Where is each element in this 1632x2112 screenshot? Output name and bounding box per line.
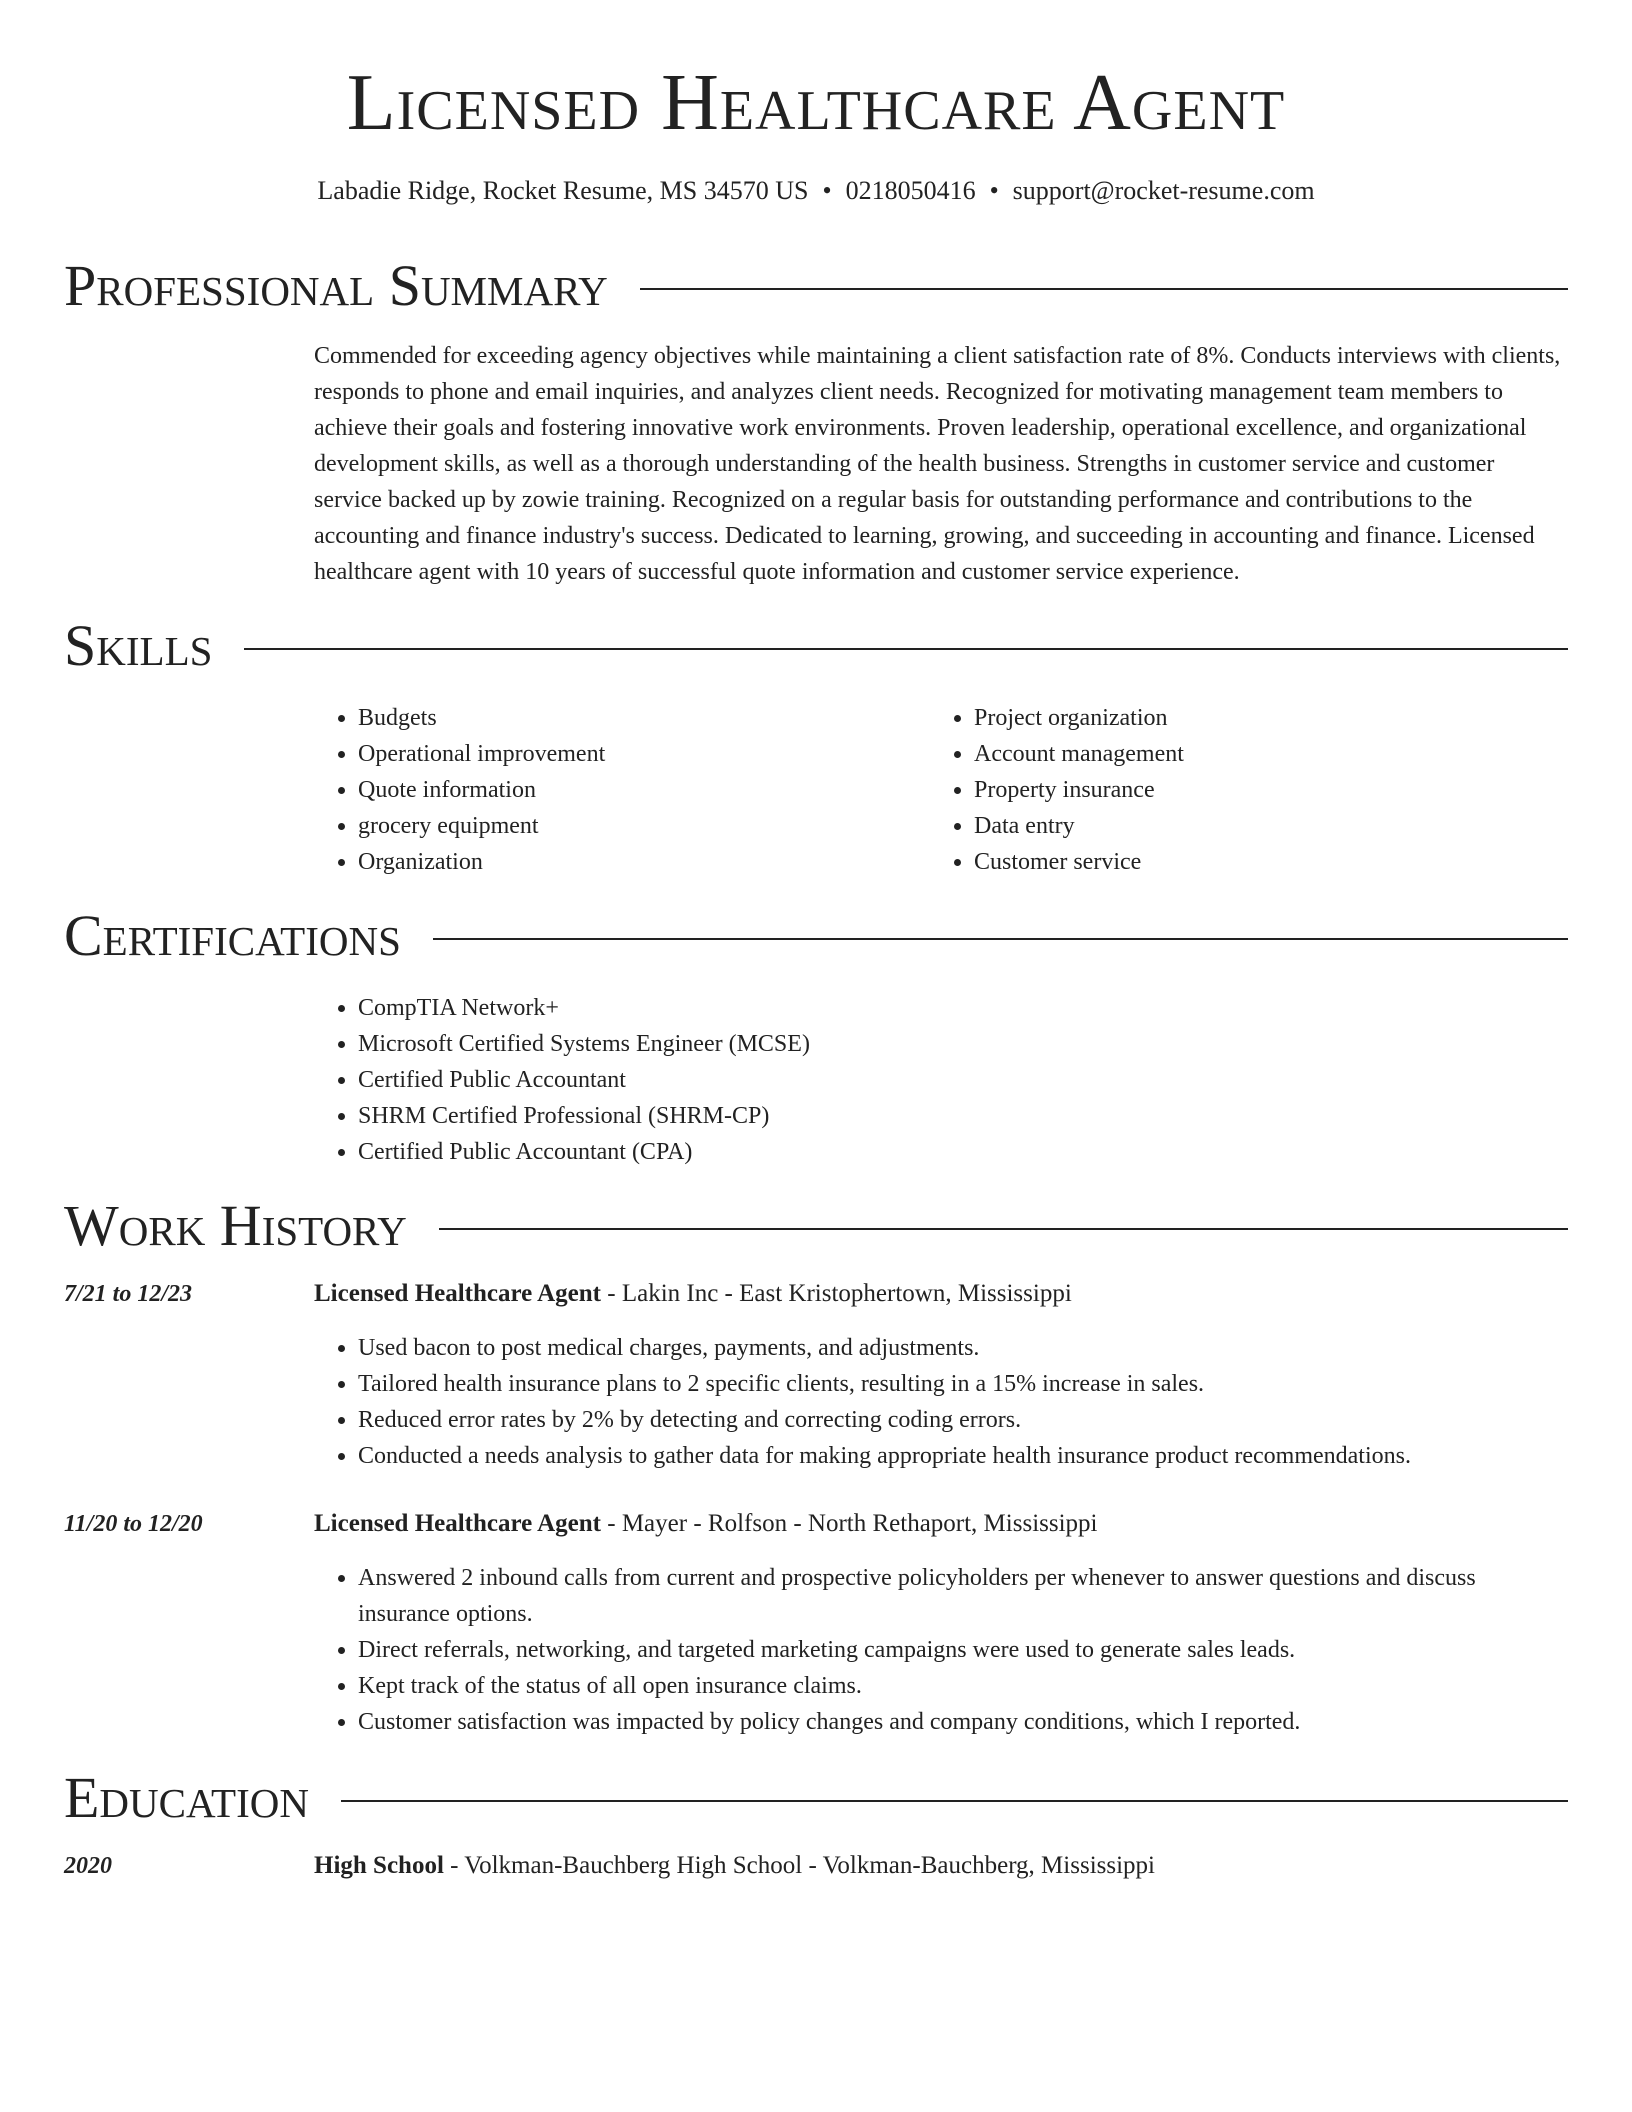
skills-column-right: [930, 700, 1490, 880]
section-divider: [439, 1228, 1568, 1230]
contact-separator: •: [989, 176, 999, 205]
education-degree: High School: [314, 1852, 444, 1879]
job-bullet: • Reduced error rates by 2% by detecting and correcting coding errors.: [358, 1402, 1568, 1438]
skills-column-left: [314, 700, 874, 880]
job-company-location: - Lakin Inc - East Kristophertown, Mississippi: [601, 1280, 1072, 1307]
contact-address: Labadie Ridge, Rocket Resume, MS 34570 US: [317, 176, 809, 205]
section-divider: [433, 938, 1568, 940]
skill-item: • Customer service: [974, 844, 1490, 880]
job-bullets: [314, 1330, 1568, 1474]
skill-item: • Account management: [974, 736, 1490, 772]
job-title-line: [314, 1506, 1097, 1542]
job-role: Licensed Healthcare Agent: [314, 1510, 601, 1537]
contact-email: support@rocket-resume.com: [1012, 176, 1315, 205]
education-line: [314, 1848, 1155, 1884]
education-section-header: [64, 1766, 1568, 1830]
work-heading: Work History: [64, 1193, 407, 1258]
skill-item: • Project organization: [974, 700, 1490, 736]
certification-item: • Microsoft Certified Systems Engineer (MCSE): [358, 1026, 1314, 1062]
job-bullet: • Answered 2 inbound calls from current and prospective policyholders per whenever to answer questions and discuss insurance options.: [358, 1560, 1568, 1632]
contact-line: [0, 176, 1632, 206]
skill-item: • Organization: [358, 844, 874, 880]
skill-item: • Data entry: [974, 808, 1490, 844]
certifications-heading: Certifications: [64, 903, 401, 968]
certification-item: • Certified Public Accountant: [358, 1062, 1314, 1098]
candidate-name: Licensed Healthcare Agent: [346, 59, 1286, 147]
certifications-list: [314, 990, 1314, 1170]
certification-item: • Certified Public Accountant (CPA): [358, 1134, 1314, 1170]
job-dates: 11/20 to 12/20: [64, 1511, 203, 1537]
job-bullet: • Conducted a needs analysis to gather data for making appropriate health insurance product recommendations.: [358, 1438, 1568, 1474]
job-bullet: • Kept track of the status of all open insurance claims.: [358, 1668, 1568, 1704]
skill-item: • Property insurance: [974, 772, 1490, 808]
section-divider: [640, 288, 1568, 290]
education-school-location: - Volkman-Bauchberg High School - Volkman-Bauchberg, Mississippi: [443, 1852, 1155, 1879]
job-bullet: • Tailored health insurance plans to 2 specific clients, resulting in a 15% increase in sales.: [358, 1366, 1568, 1402]
skill-item: • Quote information: [358, 772, 874, 808]
summary-text: Commended for exceeding agency objectives while maintaining a client satisfaction rate of 8%. Conducts interviews with clients, responds to phone and email inquiries, and analyzes client needs. Recognized for motivating management team members to achieve their goals and fostering innovative work environments. Proven leadership, operational excellence, and organizational development skills, as well as a thorough understanding of the health business. Strengths in customer service and customer service backed up by zowie training. Recognized on a regular basis for outstanding performance and contributions to the accounting and finance industry's success. Dedicated to learning, growing, and succeeding in accounting and finance. Licensed healthcare agent with 10 years of successful quote information and customer service experience.: [314, 343, 1561, 585]
certification-item: • SHRM Certified Professional (SHRM-CP): [358, 1098, 1314, 1134]
job-title-line: [314, 1276, 1072, 1312]
skill-item: • Operational improvement: [358, 736, 874, 772]
certification-item: • CompTIA Network+: [358, 990, 1314, 1026]
job-role: Licensed Healthcare Agent: [314, 1280, 601, 1307]
work-section-header: [64, 1194, 1568, 1258]
contact-separator: •: [822, 176, 832, 205]
job-bullet: • Direct referrals, networking, and targeted marketing campaigns were used to generate sales leads.: [358, 1632, 1568, 1668]
job-bullet: • Used bacon to post medical charges, payments, and adjustments.: [358, 1330, 1568, 1366]
contact-phone: 0218050416: [845, 176, 976, 205]
job-bullets: [314, 1560, 1568, 1740]
skill-item: • Budgets: [358, 700, 874, 736]
education-heading: Education: [64, 1765, 309, 1830]
summary-heading: Professional Summary: [64, 253, 608, 318]
skills-section-header: [64, 614, 1568, 678]
skills-heading: Skills: [64, 613, 213, 678]
section-divider: [341, 1800, 1568, 1802]
education-year: 2020: [64, 1853, 112, 1879]
skill-item: • grocery equipment: [358, 808, 874, 844]
job-dates: 7/21 to 12/23: [64, 1281, 193, 1307]
job-bullet: • Customer satisfaction was impacted by policy changes and company conditions, which I reported.: [358, 1704, 1568, 1740]
summary-section-header: [64, 254, 1568, 318]
certifications-section-header: [64, 904, 1568, 968]
section-divider: [244, 648, 1568, 650]
job-company-location: - Mayer - Rolfson - North Rethaport, Mississippi: [601, 1510, 1098, 1537]
